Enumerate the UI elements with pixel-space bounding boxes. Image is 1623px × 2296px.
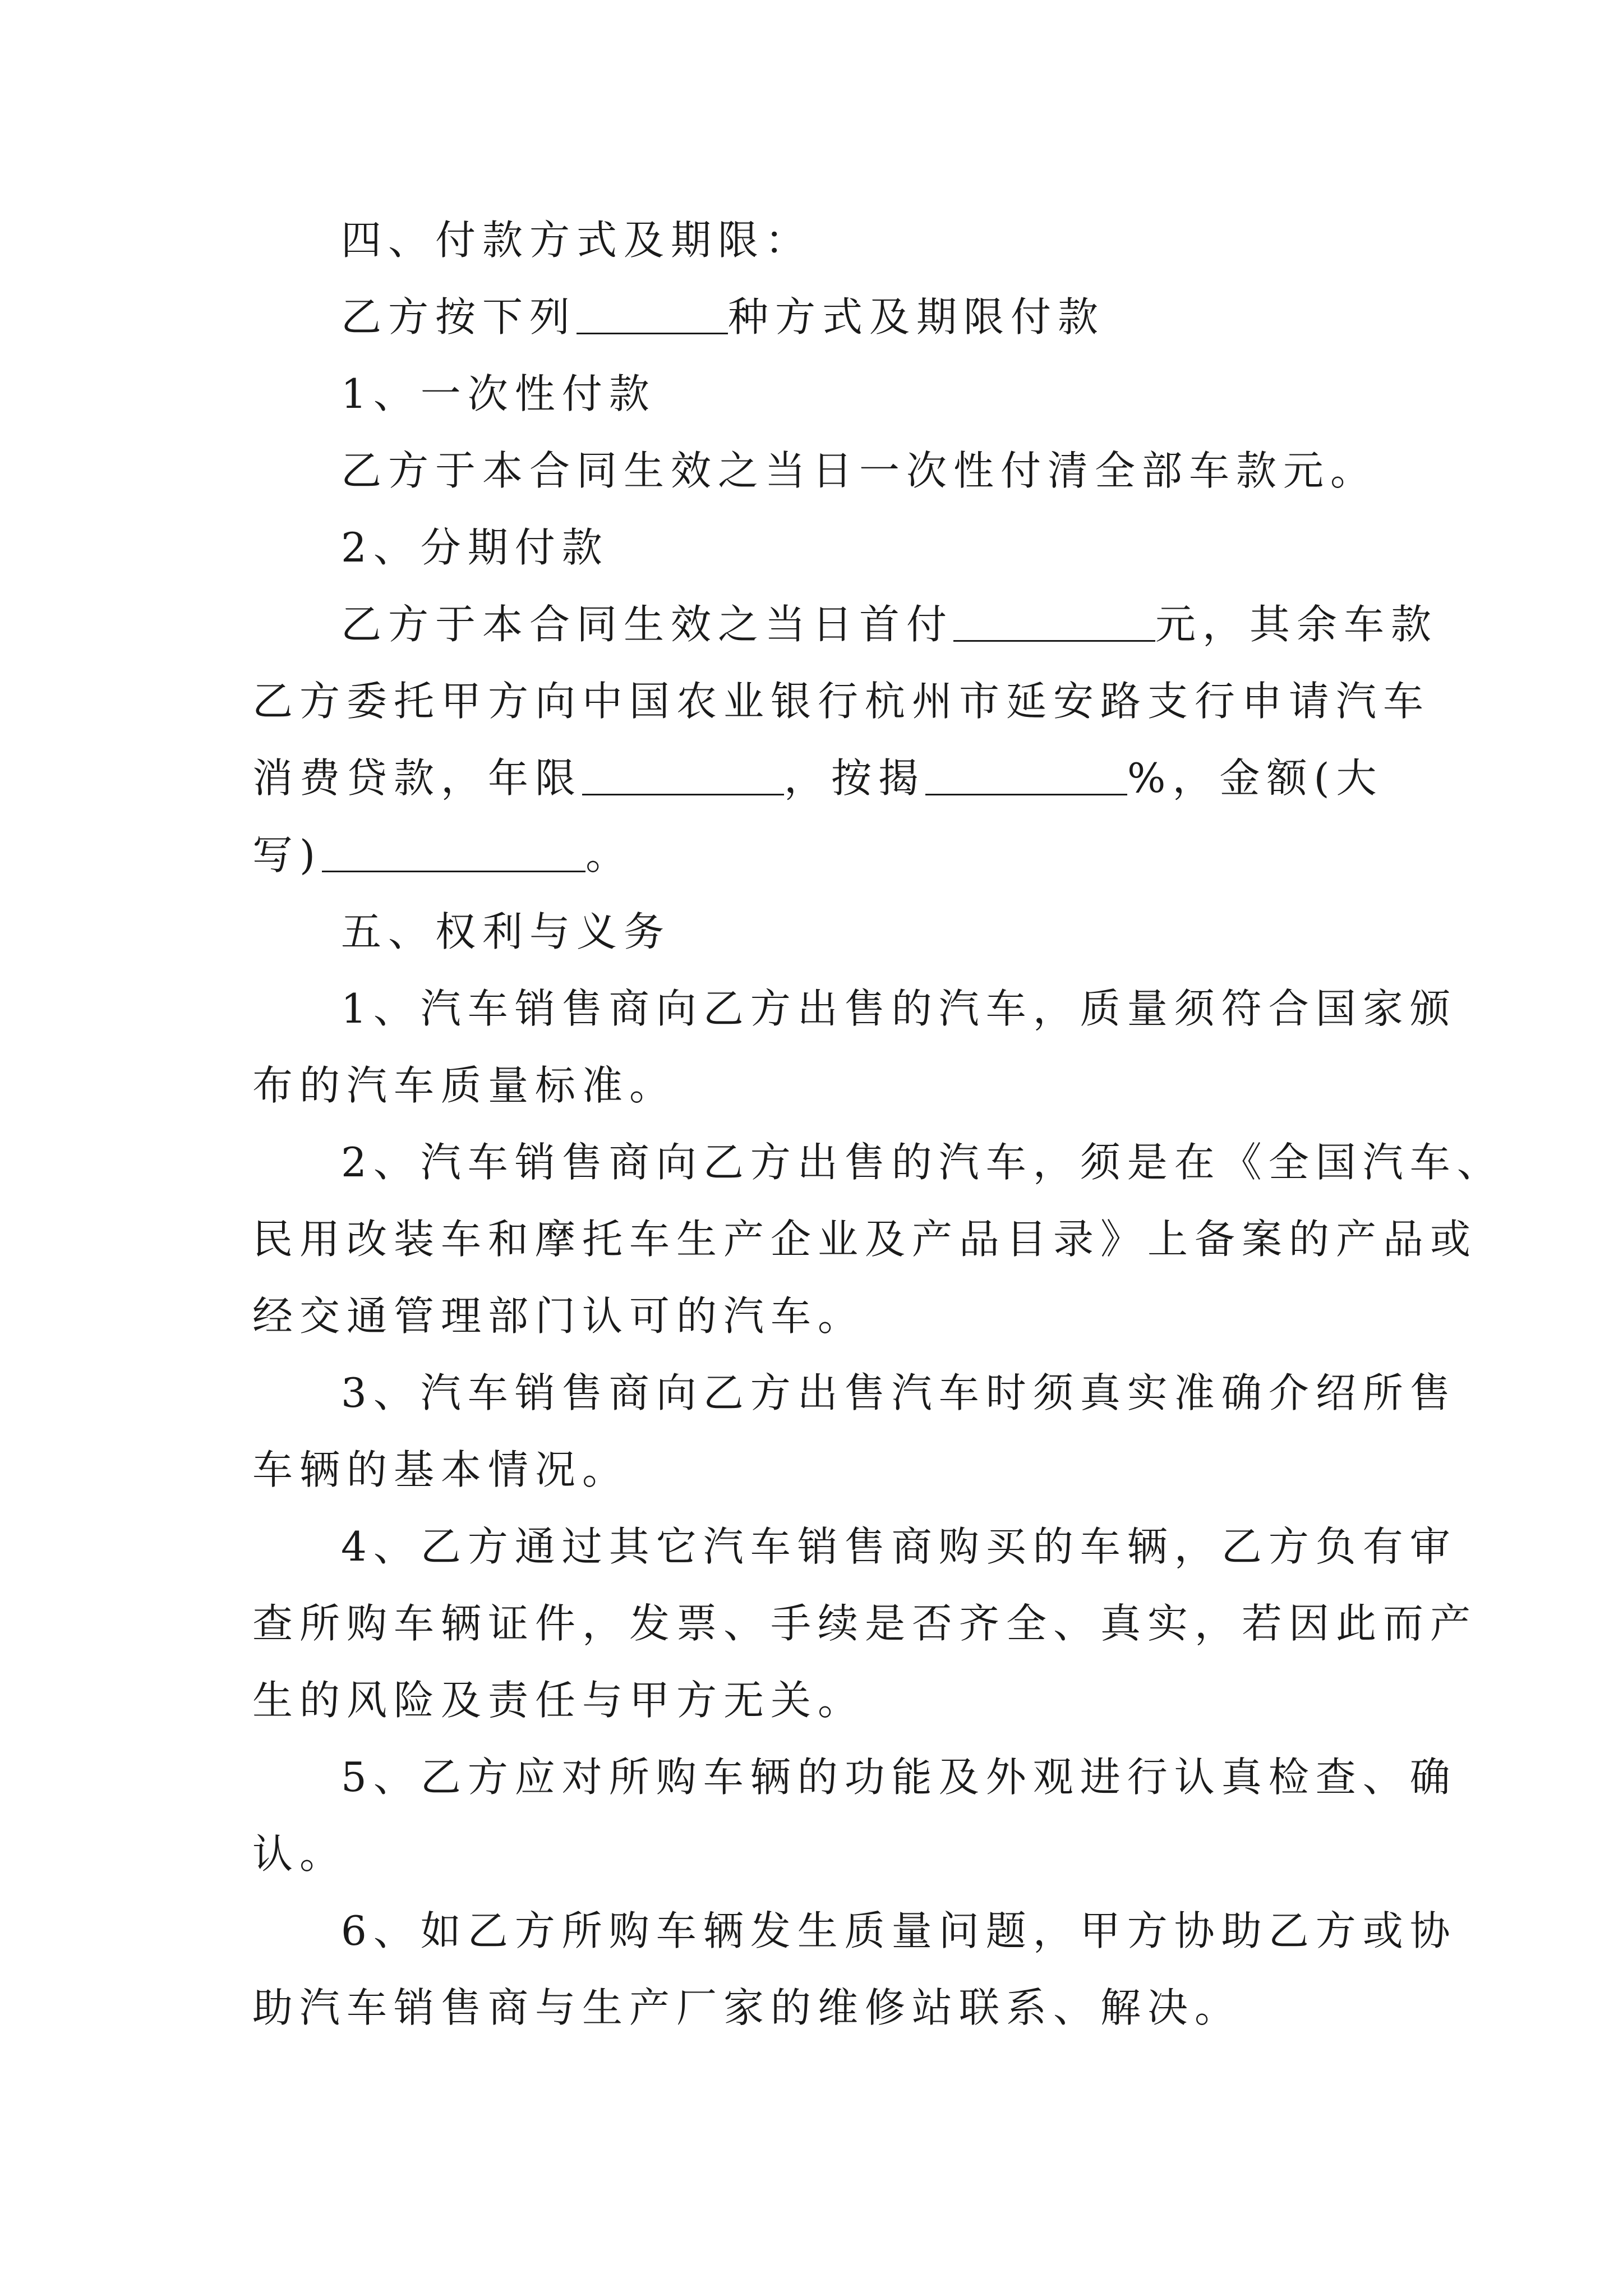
clause-6-line: 助汽车销售商与生产厂家的维修站联系、解决。 (252, 1984, 1242, 2031)
clause-3-line: 车辆的基本情况。 (252, 1446, 630, 1493)
payment-intro-text: 乙方按下列 (341, 293, 577, 341)
payment-intro-text-end: 种方式及期限付款 (728, 293, 1105, 341)
section-heading-payment: 四、付款方式及期限： (341, 217, 813, 264)
amount-uppercase-blank (322, 831, 585, 872)
installment-text: 消费贷款，年限 (252, 754, 583, 802)
clause-2-line: 2、汽车销售商向乙方出售的汽车，须是在《全国汽车、 (341, 1139, 1504, 1186)
payment-intro (252, 279, 1380, 356)
clause-4-line: 生的风险及责任与甲方无关。 (252, 1677, 865, 1724)
installment-text: ，按揭 (784, 754, 926, 802)
down-payment-blank (953, 601, 1155, 642)
installment-text: 元，其余车款 (1155, 601, 1438, 648)
clause-2-line: 民用改装车和摩托车生产企业及产品目录》上备案的产品或 (252, 1216, 1478, 1263)
clause-1-line: 布的汽车质量标准。 (252, 1062, 677, 1109)
clause-2-line: 经交通管理部门认可的汽车。 (252, 1292, 865, 1340)
item-lump-sum-text: 乙方于本合同生效之当日一次性付清全部车款元。 (341, 447, 1378, 494)
installment-text: 写) (252, 831, 322, 878)
loan-term-blank (582, 754, 784, 795)
installment-text: 乙方于本合同生效之当日首付 (341, 601, 954, 648)
installment-text: %，金额(大 (1127, 754, 1384, 802)
clause-3-line: 3、汽车销售商向乙方出售汽车时须真实准确介绍所售 (341, 1369, 1457, 1416)
section-heading-rights: 五、权利与义务 (341, 908, 671, 955)
clause-5-line: 5、乙方应对所购车辆的功能及外观进行认真检查、确 (341, 1754, 1457, 1801)
clause-4-line: 查所购车辆证件，发票、手续是否齐全、真实，若因此而产 (252, 1600, 1478, 1647)
installment-line-4 (252, 817, 1380, 894)
installment-line-3 (252, 740, 1384, 817)
installment-text: 。 (585, 831, 633, 878)
clause-6-line: 6、如乙方所购车辆发生质量问题，甲方协助乙方或协 (341, 1907, 1457, 1954)
payment-method-blank (577, 293, 728, 334)
clause-1-line: 1、汽车销售商向乙方出售的汽车，质量须符合国家颁 (341, 985, 1457, 1032)
document-body (252, 202, 1504, 2046)
installment-line-2: 乙方委托甲方向中国农业银行杭州市延安路支行申请汽车 (252, 678, 1431, 725)
mortgage-rate-blank (925, 754, 1127, 795)
item-installment-title: 2、分期付款 (341, 524, 609, 571)
installment-line-1 (252, 586, 1438, 663)
clause-5-line: 认。 (252, 1830, 347, 1878)
item-lump-sum-title: 1、一次性付款 (341, 370, 656, 417)
clause-4-line: 4、乙方通过其它汽车销售商购买的车辆，乙方负有审 (341, 1523, 1457, 1570)
